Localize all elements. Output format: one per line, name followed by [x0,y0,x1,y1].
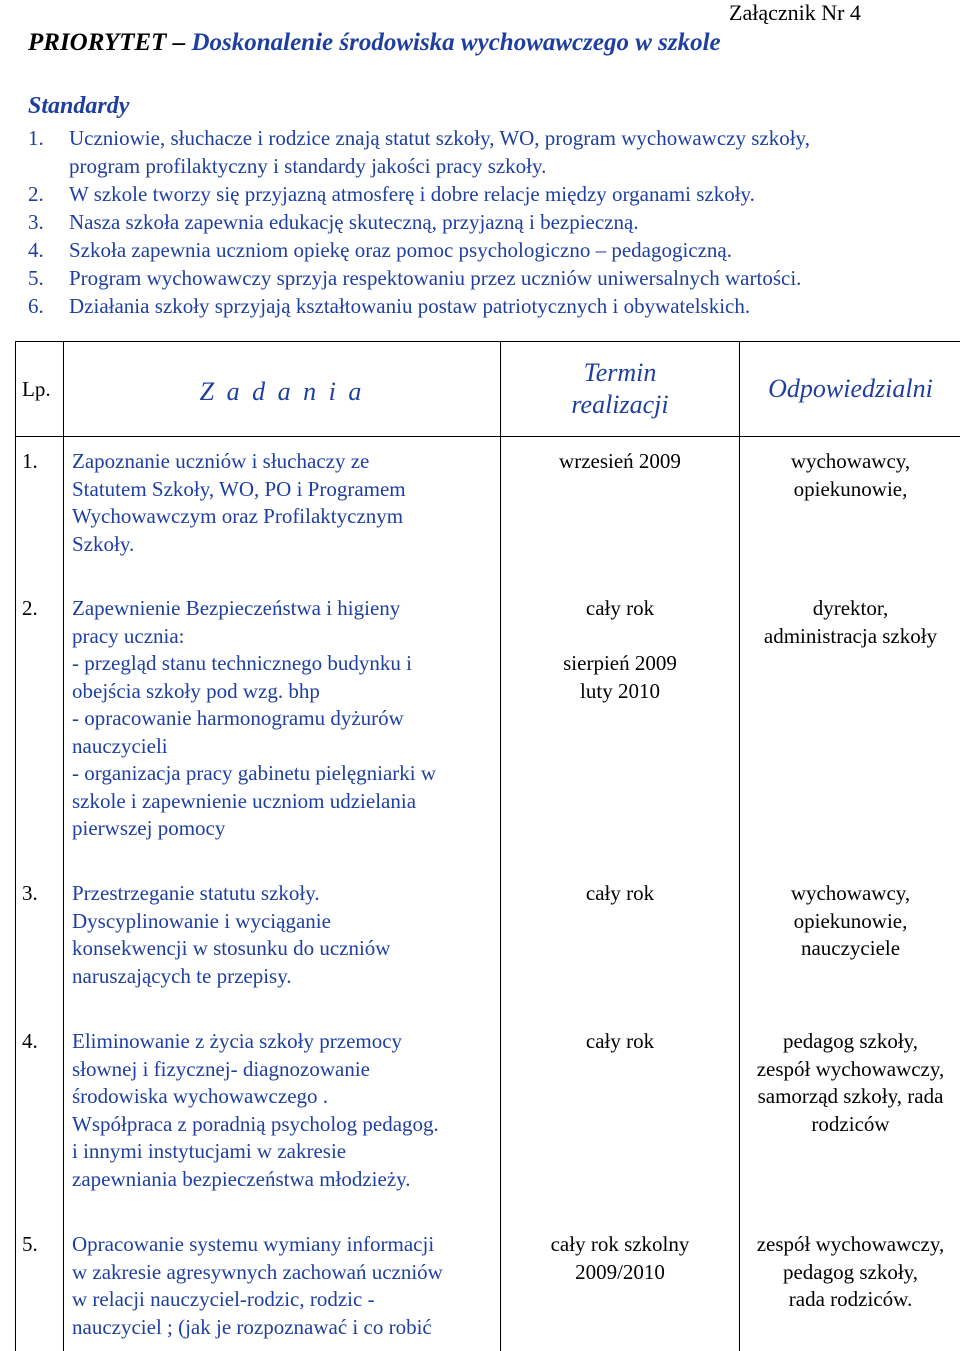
standard-number: 3. [28,208,44,236]
standard-text: Uczniowie, słuchacze i rodzice znają statut szkoły, WO, program wychowawczy szkoły, [69,124,938,152]
task-line: Eliminowanie z życia szkoły przemocy [72,1028,492,1056]
term-cell [501,1017,740,1220]
header-term-line: realizacji [501,389,739,421]
standard-item [28,236,938,264]
task-line: i innymi instytucjami w zakresie [72,1138,492,1166]
responsible-line: pedagog szkoły, [740,1028,960,1056]
header-responsible: Odpowiedzialni [740,342,960,437]
task-line: Opracowanie systemu wymiany informacji [72,1231,492,1259]
row-number: 5. [16,1220,64,1351]
header-term-line: Termin [501,357,739,389]
task-line: Statutem Szkoły, WO, PO i Programem [72,476,492,504]
term-line: luty 2010 [501,678,739,706]
standard-number: 2. [28,180,44,208]
task-line: - przegląd stanu technicznego budynku i [72,650,492,678]
tasks-table [15,341,960,1351]
standard-number: 6. [28,292,44,320]
responsible-line: rada rodziców. [740,1286,960,1314]
priority-goal: Doskonalenie środowiska wychowawczego w szkole [191,29,720,56]
task-line: nauczycieli [72,733,492,761]
header-lp: Lp. [16,342,64,437]
term-line: cały rok [501,880,739,908]
task-line: w relacji nauczyciel-rodzic, rodzic - [72,1286,492,1314]
task-cell [64,1220,501,1351]
standard-item [28,208,938,236]
row-number: 2. [16,584,64,869]
term-line: cały rok szkolny [501,1231,739,1259]
responsible-line: nauczyciele [740,935,960,963]
priority-lead: PRIORYTET – [28,29,191,56]
annex-label: Załącznik Nr 4 [729,0,861,26]
task-line: Dyscyplinowanie i wyciąganie [72,908,492,936]
responsible-line: wychowawcy, [740,880,960,908]
task-line: nauczyciel ; (jak je rozpoznawać i co robić [72,1314,492,1342]
task-line: słownej i fizycznej- diagnozowanie [72,1056,492,1084]
standards-heading: Standardy [28,92,129,120]
table-row [16,584,960,869]
task-line: naruszających te przepisy. [72,963,492,991]
standard-text: Nasza szkoła zapewnia edukację skuteczną, przyjazną i bezpieczną. [69,208,938,236]
task-line: obejścia szkoły pod wzg. bhp [72,678,492,706]
table-header-row [16,342,960,437]
standard-text: Program wychowawczy sprzyja respektowaniu przez uczniów uniwersalnych wartości. [69,264,938,292]
task-line: pracy ucznia: [72,623,492,651]
standard-text: program profilaktyczny i standardy jakości pracy szkoły. [69,152,938,180]
standard-item [28,124,938,180]
term-line: cały rok [501,595,739,623]
standard-number: 5. [28,264,44,292]
header-tasks: Z a d a n i a [64,342,501,437]
task-line: Szkoły. [72,531,492,559]
responsible-cell [740,869,960,1017]
responsible-line: pedagog szkoły, [740,1259,960,1287]
standard-number: 1. [28,124,44,152]
header-term [501,342,740,437]
standard-item [28,292,938,320]
row-number: 3. [16,869,64,1017]
standard-text: Szkoła zapewnia uczniom opiekę oraz pomoc psychologiczno – pedagogiczną. [69,236,938,264]
priority-title [28,28,721,58]
responsible-line: opiekunowie, [740,908,960,936]
table-row [16,1220,960,1351]
row-number: 4. [16,1017,64,1220]
responsible-line: administracja szkoły [740,623,960,651]
responsible-cell [740,437,960,585]
responsible-line: rodziców [740,1111,960,1139]
responsible-line: dyrektor, [740,595,960,623]
responsible-line: zespół wychowawczy, [740,1231,960,1259]
task-line: środowiska wychowawczego . [72,1083,492,1111]
task-cell [64,869,501,1017]
table-row [16,869,960,1017]
term-cell [501,584,740,869]
responsible-cell [740,584,960,869]
standard-item [28,264,938,292]
responsible-line: wychowawcy, [740,448,960,476]
term-line: wrzesień 2009 [501,448,739,476]
task-line: zapewniania bezpieczeństwa młodzieży. [72,1166,492,1194]
task-line: szkole i zapewnienie uczniom udzielania [72,788,492,816]
task-line: pierwszej pomocy [72,815,492,843]
term-line: sierpień 2009 [501,650,739,678]
table-row [16,1017,960,1220]
responsible-line: opiekunowie, [740,476,960,504]
term-line: 2009/2010 [501,1259,739,1287]
standard-item [28,180,938,208]
standard-number: 4. [28,236,44,264]
term-line: cały rok [501,1028,739,1056]
standard-text: Działania szkoły sprzyjają kształtowaniu postaw patriotycznych i obywatelskich. [69,292,938,320]
table-row [16,437,960,585]
responsible-cell [740,1017,960,1220]
task-line: Wychowawczym oraz Profilaktycznym [72,503,492,531]
task-line: konsekwencji w stosunku do uczniów [72,935,492,963]
responsible-line: zespół wychowawczy, [740,1056,960,1084]
term-spacer [501,623,739,651]
term-cell [501,437,740,585]
responsible-line: samorząd szkoły, rada [740,1083,960,1111]
task-line: - organizacja pracy gabinetu pielęgniarki w [72,760,492,788]
standards-list [28,124,938,320]
task-line: Zapewnienie Bezpieczeństwa i higieny [72,595,492,623]
task-line: - opracowanie harmonogramu dyżurów [72,705,492,733]
standard-text: W szkole tworzy się przyjazną atmosferę i dobre relacje między organami szkoły. [69,180,938,208]
task-line: w zakresie agresywnych zachowań uczniów [72,1259,492,1287]
task-line: Przestrzeganie statutu szkoły. [72,880,492,908]
task-cell [64,437,501,585]
task-line: Współpraca z poradnią psycholog pedagog. [72,1111,492,1139]
term-cell [501,1220,740,1351]
task-cell [64,1017,501,1220]
task-line: Zapoznanie uczniów i słuchaczy ze [72,448,492,476]
row-number: 1. [16,437,64,585]
task-cell [64,584,501,869]
term-cell [501,869,740,1017]
responsible-cell [740,1220,960,1351]
